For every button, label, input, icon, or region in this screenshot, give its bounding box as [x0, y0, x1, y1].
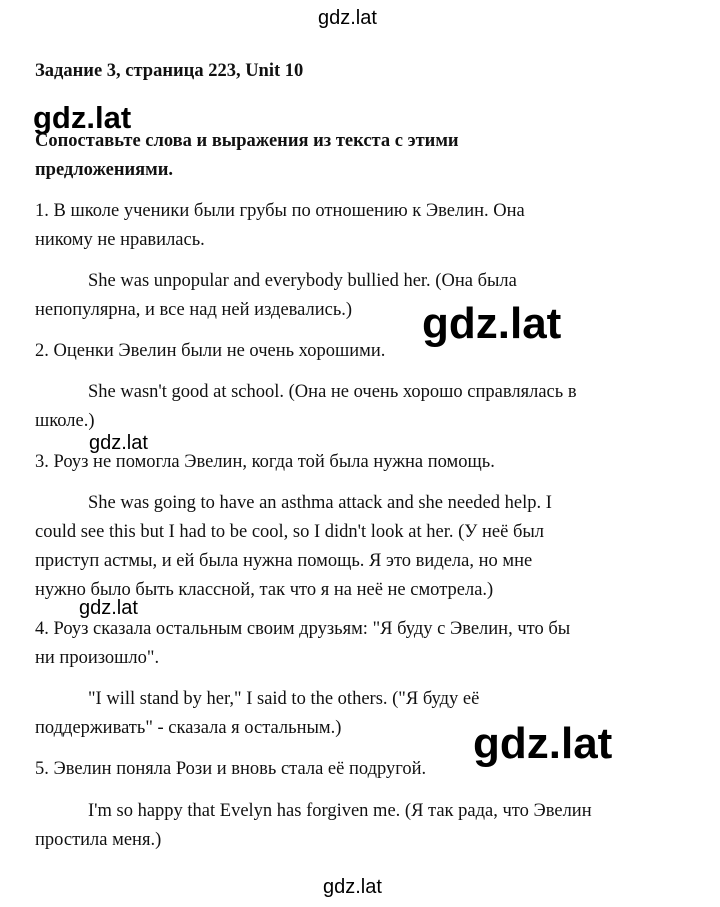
item-4-answer-line-2: поддерживать" - сказала я остальным.): [35, 718, 342, 738]
watermark-bottom: gdz.lat: [323, 876, 382, 898]
watermark-item-3-left: gdz.lat: [89, 432, 148, 454]
item-1-question-line-2: никому не нравилась.: [35, 230, 205, 250]
item-1-answer-line-1: She was unpopular and everybody bullied her. (Она была: [88, 271, 517, 291]
instruction-line-1: Сопоставьте слова и выражения из текста с этими: [35, 131, 459, 151]
item-4-answer-line-1: "I will stand by her," I said to the others. ("Я буду её: [88, 689, 480, 709]
item-2-question-line-1: 2. Оценки Эвелин были не очень хорошими.: [35, 341, 386, 361]
item-4-question-line-2: ни произошло".: [35, 648, 160, 668]
item-3-answer-line-4: нужно было быть классной, так что я на неё не смотрела.): [35, 580, 494, 600]
instruction-line-2: предложениями.: [35, 160, 174, 180]
item-1-question-line-1: 1. В школе ученики были грубы по отношению к Эвелин. Она: [35, 201, 525, 221]
item-3-answer-line-1: She was going to have an asthma attack and she needed help. I: [88, 493, 552, 513]
item-3-answer-line-2: could see this but I had to be cool, so I didn't look at her. (У неё был: [35, 522, 545, 542]
item-5-answer-line-1: I'm so happy that Evelyn has forgiven me. (Я так рада, что Эвелин: [88, 801, 592, 821]
item-4-question-line-1: 4. Роуз сказала остальным своим друзьям: "Я буду с Эвелин, что бы: [35, 619, 571, 639]
item-3-answer-line-3: приступ астмы, и ей была нужна помощь. Я это видела, но мне: [35, 551, 533, 571]
item-2-answer-line-1: She wasn't good at school. (Она не очень хорошо справлялась в: [88, 382, 577, 402]
watermark-bottom-right: gdz.lat: [473, 719, 613, 768]
watermark-top: gdz.lat: [318, 7, 377, 29]
watermark-mid-right: gdz.lat: [422, 299, 562, 348]
watermark-item-4-left: gdz.lat: [79, 597, 138, 619]
page-title: Задание 3, страница 223, Unit 10: [35, 61, 304, 81]
item-3-question-line-1: 3. Роуз не помогла Эвелин, когда той была нужна помощь.: [35, 452, 495, 472]
item-2-answer-line-2: школе.): [35, 411, 95, 431]
item-5-answer-line-2: простила меня.): [35, 830, 162, 850]
watermark-header-left: gdz.lat: [33, 100, 132, 135]
item-1-answer-line-2: непопулярна, и все над ней издевались.): [35, 300, 353, 320]
item-5-question-line-1: 5. Эвелин поняла Рози и вновь стала её подругой.: [35, 759, 427, 779]
